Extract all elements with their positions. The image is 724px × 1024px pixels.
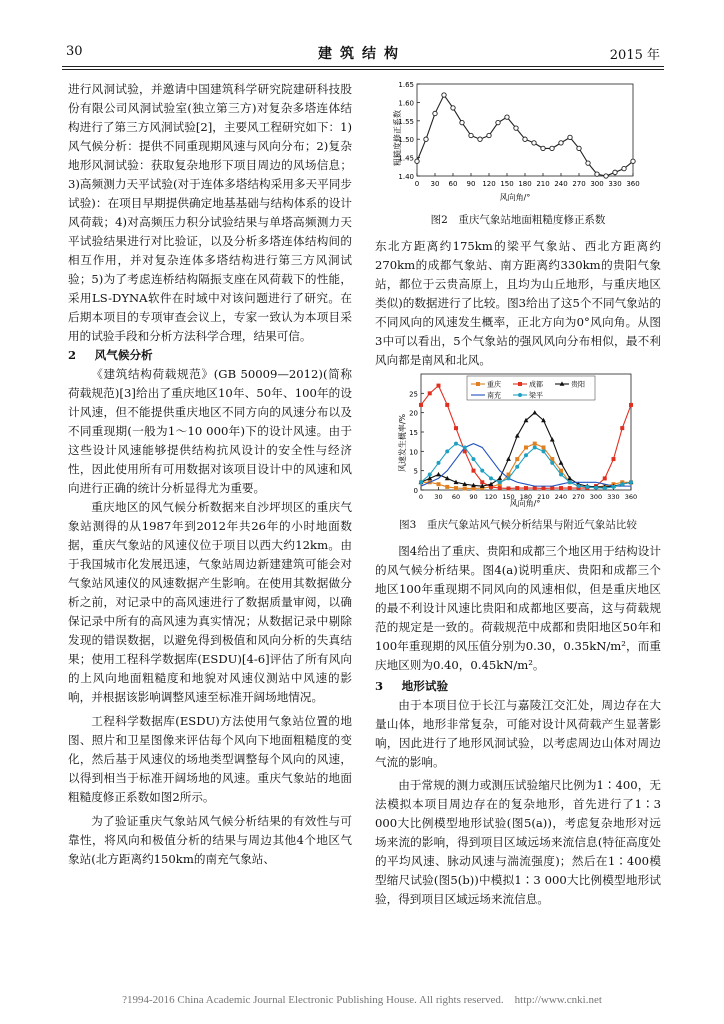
- x-tick-label: 360: [626, 180, 640, 188]
- left-column: [68, 80, 352, 869]
- x-tick-label: 120: [484, 493, 498, 501]
- data-point: [523, 137, 527, 141]
- x-tick-label: 330: [608, 180, 622, 188]
- data-point: [541, 146, 545, 150]
- data-point: [586, 161, 590, 165]
- x-tick-label: 120: [482, 180, 496, 188]
- y-tick-label: 1.40: [398, 173, 414, 181]
- y-tick-label: 1.65: [398, 81, 414, 89]
- y-tick-label: 20: [409, 409, 418, 418]
- x-tick-label: 330: [607, 493, 620, 501]
- x-tick-label: 150: [502, 493, 515, 501]
- journal-title: 建筑结构: [318, 46, 406, 62]
- y-axis-label: 风速发生概率/%: [398, 413, 407, 473]
- y-tick-label: 25: [409, 390, 418, 399]
- series-line: [417, 95, 633, 176]
- y-tick-label: 1.60: [398, 99, 414, 108]
- x-tick-label: 240: [554, 180, 568, 188]
- header-rule: [62, 66, 664, 67]
- y-tick-label: 5: [413, 467, 418, 476]
- x-tick-label: 210: [536, 180, 550, 188]
- figure-2-caption: 图2 重庆气象站地面粗糙度修正系数: [430, 214, 606, 226]
- right-column: [375, 237, 661, 909]
- data-point: [631, 159, 635, 163]
- data-point: [604, 174, 608, 178]
- data-point: [496, 120, 500, 124]
- legend-label: 贵阳: [571, 380, 585, 389]
- data-point: [433, 111, 437, 115]
- data-point: [514, 126, 518, 130]
- data-point: [577, 146, 581, 150]
- section-number: 3: [375, 679, 384, 693]
- paragraph: 由于本项目位于长江与嘉陵江交汇处，周边存在大量山体，地形非常复杂，可能对设计风荷载产生显著影响，因此进行了地形风洞试验，以考虑周边山体对周边气流的影响。: [375, 698, 661, 769]
- y-tick-label: 0: [413, 487, 418, 495]
- data-point: [550, 146, 554, 150]
- section-title: 风气候分析: [94, 348, 153, 362]
- x-tick-label: 150: [500, 180, 514, 188]
- x-tick-label: 0: [418, 493, 424, 501]
- data-point: [559, 141, 563, 145]
- journal-year: 2015 年: [609, 48, 660, 63]
- data-point: [568, 135, 572, 139]
- legend-label: 成都: [529, 380, 543, 389]
- data-point: [460, 120, 464, 124]
- x-tick-label: 180: [519, 493, 533, 501]
- x-tick-label: 0: [414, 180, 420, 188]
- legend-label: 南充: [487, 391, 501, 400]
- header-rule: [62, 69, 664, 70]
- paragraph: 《建筑结构荷载规范》(GB 50009—2012)(简称荷载规范)[3]给出了重庆地区10年、50年、100年的设计风速，但不能提供重庆地区不同方向的风速分布以及不同重现期(一般为1～10 000年)下的设计风速。由于这些设计风速能够提供结构抗风设计的安全性与经济性，因此使用所有可用数据对该项目设计中的风速和风向进行正确的统计分析显得尤为重要。: [68, 367, 352, 495]
- y-axis-label: 粗糙度修正系数: [393, 110, 402, 166]
- data-point: [622, 166, 626, 170]
- x-axis-label: 风向角/°: [499, 193, 531, 202]
- page-number: 30: [66, 44, 83, 59]
- data-point: [505, 115, 509, 119]
- x-tick-label: 180: [518, 180, 532, 188]
- data-point: [415, 159, 419, 163]
- data-point: [469, 133, 473, 137]
- x-tick-label: 60: [451, 493, 461, 501]
- paragraph: 进行风洞试验，并邀请中国建筑科学研究院建研科技股份有限公司风洞试验室(独立第三方)对复杂多塔连体结构进行了第三方风洞试验[2]，主要风工程研究如下：1)风气候分析：提供不同重现期风速与风向分布；2)复杂地形风洞试验：获取复杂地形下项目周边的风场信息；3)高频测力天平试验(对于连体多塔结构采用多天平同步试验)：在项目早期提供确定地基基础与结构体系的设计风荷载；4)对高频压力积分试验结果与单塔高频测力天平试验结果进行对比验证，以及分析多塔连体结构间的相互作用，并对复杂连体多塔结构进行第三方风洞试验；5)为了考虑连桥结构隔振支座在风荷载下的性能，采用LS-DYNA软件在时域中对该问题进行了研究。在后期本项目的专项审查会议上，专家一致认为本项目采用的试验手段和分析方法科学合理，结果可信。: [68, 82, 352, 343]
- y-tick-label: 1.55: [398, 117, 414, 126]
- x-tick-label: 210: [537, 493, 550, 501]
- section-title: 地形试验: [401, 679, 449, 693]
- legend-label: 梁平: [529, 391, 543, 400]
- data-point: [487, 133, 491, 137]
- y-tick-label: 10: [409, 448, 418, 457]
- x-tick-label: 270: [572, 180, 586, 188]
- x-tick-label: 270: [572, 493, 585, 501]
- x-tick-label: 90: [466, 180, 476, 188]
- data-point: [613, 170, 617, 174]
- data-point: [442, 93, 446, 97]
- section-heading: [68, 346, 352, 365]
- paragraph: 由于常规的测力或测压试验缩尺比例为1∶400，无法模拟本项目周边存在的复杂地形，首先进行了1∶3 000大比例模型地形试验(图5(a))，考虑复杂地形对远场来流的影响，得到项目区域远场来流信息(特征高度处的平均风速、脉动风速与湍流强度)；然后在1∶400模型缩尺试验(图5(b))中模拟1∶3 000大比例模型地形试验，得到项目区域远场来流信息。: [375, 778, 661, 906]
- plot-frame: [417, 84, 633, 176]
- paragraph: 为了验证重庆气象站风气候分析结果的有效性与可靠性，将风向和极值分析的结果与周边其他4个地区气象站(北方距离约150km的南充气象站、: [68, 814, 352, 866]
- figure-2-chart: [375, 76, 661, 206]
- x-tick-label: 240: [554, 493, 568, 501]
- y-tick-label: 1.45: [398, 154, 414, 163]
- x-tick-label: 30: [430, 180, 440, 188]
- paragraph: 工程科学数据库(ESDU)方法使用气象站位置的地图、照片和卫星图像来评估每个风向下地面粗糙度的变化，然后基于风速仪的场地类型调整每个风向的风速，以得到相当于标准开阔场地的风速。重庆气象站的地面粗糙度修正系数如图2所示。: [68, 714, 352, 804]
- y-tick-label: 1.50: [398, 136, 414, 145]
- x-tick-label: 90: [469, 493, 478, 501]
- x-tick-label: 300: [589, 493, 603, 501]
- y-tick-label: 15: [409, 429, 418, 437]
- x-tick-label: 360: [624, 493, 638, 501]
- data-point: [478, 137, 482, 141]
- figure-3-caption: 图3 重庆气象站风气候分析结果与附近气象站比较: [399, 519, 637, 531]
- copyright-footer: ?1994-2016 China Academic Journal Electronic Publishing House. All rights reserved. http://www.cnki.net: [122, 994, 602, 1006]
- data-point: [451, 106, 455, 110]
- x-tick-label: 30: [434, 493, 443, 501]
- data-point: [595, 172, 599, 176]
- section-heading: [375, 677, 661, 696]
- paragraph: 图4给出了重庆、贵阳和成都三个地区用于结构设计的风气候分析结果。图4(a)说明重庆、贵阳和成都三个地区100年重现期不同风向的风速相似，但是重庆地区的最不利设计风速比贵阳和成都地区要高，这与荷载规范的规定是一致的。荷载规范中成都和贵阳地区50年和100年重现期的风压值分别为0.30，0.35kN/m²，而重庆地区则为0.40，0.45kN/m²。: [375, 544, 661, 672]
- x-tick-label: 300: [590, 180, 604, 188]
- data-point: [424, 137, 428, 141]
- legend-label: 重庆: [487, 380, 501, 389]
- x-tick-label: 60: [448, 180, 458, 188]
- section-number: 2: [68, 348, 77, 362]
- paragraph: 重庆地区的风气候分析数据来自沙坪坝区的重庆气象站测得的从1987年到2012年共26年的小时地面数据，重庆气象站的风速仪位于项目以西大约12km。由于我国城市化发展迅速，气象站周边新建建筑可能会对气象站风速仪的风速数据产生影响。在使用其数据做分析之前，对记录中的高风速进行了数据质量审阅，以确保记录中所有的高风速为真实情况；从数据记录中剔除发现的错误数据，以避免得到极值和风向分析的失真结果；使用工程科学数据库(ESDU)[4-6]评估了所有风向的上风向地面粗糙度和地貌对风速仪测站中风速的影响，并根据该影响调整风速至标准开阔场地情况。: [68, 500, 352, 704]
- data-point: [532, 141, 536, 145]
- paragraph: 东北方距离约175km的梁平气象站、西北方距离约270km的成都气象站、南方距离约330km的贵阳气象站，都位于云贵高原上，且均为山丘地形，与重庆地区类似)的数据进行了比较。图3给出了这5个不同气象站的不同风向的风速发生概率，正北方向为0°风向角。从图3中可以看出，5个气象站的强风风向分布相似，最不利风向都是南风和北风。: [375, 239, 661, 367]
- x-axis-label: 风向角/°: [509, 499, 541, 508]
